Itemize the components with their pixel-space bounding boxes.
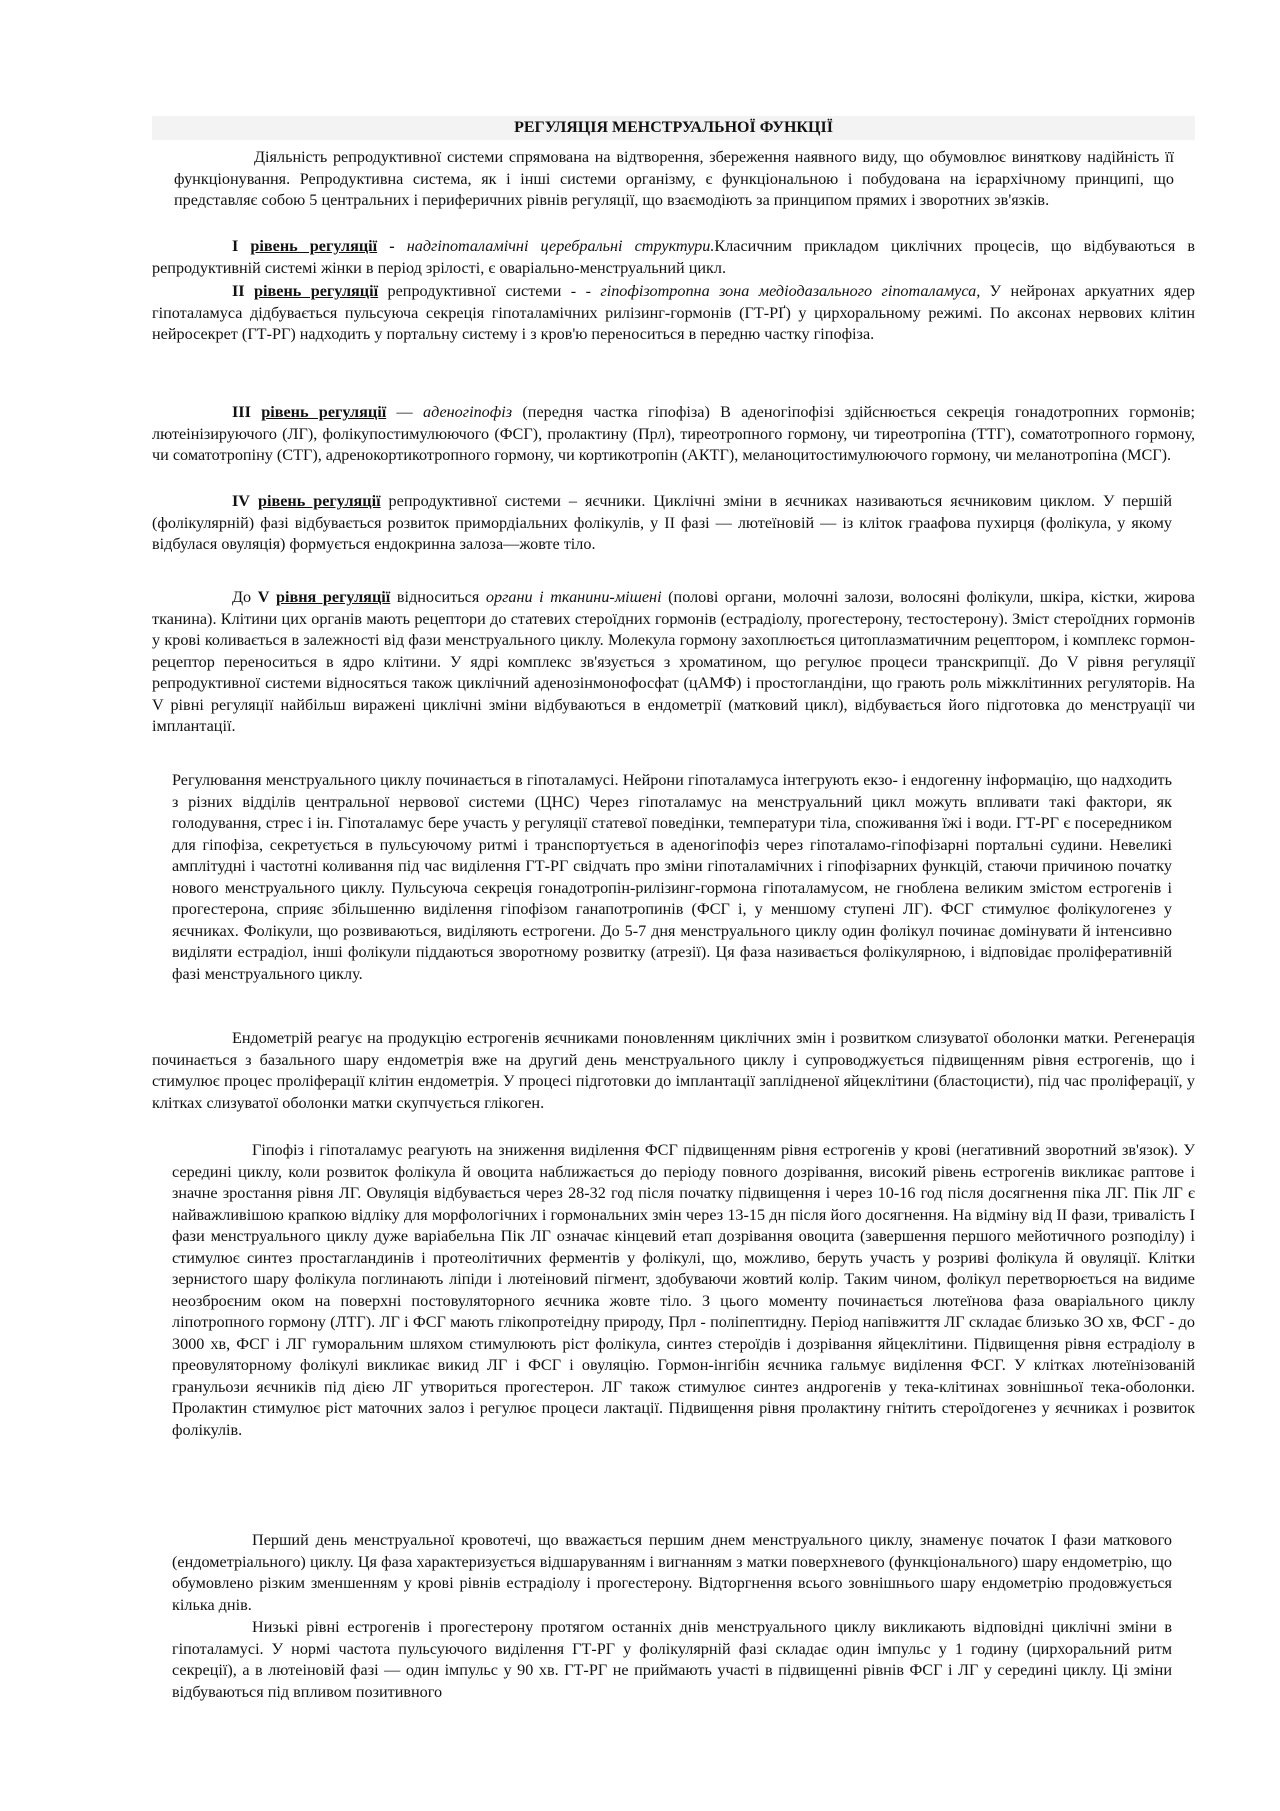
low-levels-text: Низькі рівні естрогенів і прогестерону протягом останніх днів менструального циклу викликають відповідні циклічні зміни в гіпоталамусі. У нормі частота пульсуючого виділення ГТ-РГ у фолікулярній фазі складає один імпульс у 1 годину (цирхоральний ритм секреції), а в лютеіновій фазі — один імпульс у 90 хв. ГТ-РГ не приймають участі в підвищенні рівнів ФСГ і ЛГ у середині циклу. Ці зміни відбуваються під впливом позитивного <box>172 1618 1172 1701</box>
level4-num: IV <box>232 492 250 510</box>
level1-label: рівень регуляції <box>250 237 378 255</box>
hypophysis-paragraph <box>172 1140 1195 1441</box>
level3-pre: — <box>386 403 423 421</box>
level5-pre: До <box>232 588 258 606</box>
low-levels-paragraph <box>172 1617 1172 1703</box>
level3-num: III <box>232 403 251 421</box>
level5-term: органи і тканини-мішені <box>485 588 662 606</box>
level3-text: (передня частка гіпофіза) В аденогіпофізі здійснюється секреція гонадотропних гормонів; лютеінізируючого (ЛГ), фолікупостимулюючого (ФСГ), пролактину (Прл), тиреотропного гормону, чи тиреотропіна (ТТГ), соматотропного гормону, чи соматотропіну (СТГ), адренокортикотропного гормону, чи кортикотропін (АКТГ), меланоцитостимулюючого гормону, чи меланотропіна (МСГ). <box>152 403 1195 464</box>
level2-text: У нейронах аркуатних ядер гіпоталамуса дідбувається пульсуюча секреція гіпоталамічних рилізинг-гормонів (ГТ-РҐ) у цирхоральному режимі. По аксонах нервових клітин нейросекрет (ГТ-РГ) надходить у портальну систему і з кров'ю переноситься в передню частку гіпофіза. <box>152 282 1195 343</box>
regulation-text: Регулювання менструального циклу починається в гіпоталамусі. Нейрони гіпоталамуса інтегрують екзо- і ендогенну інформацію, що надходить з різних відділів центральної нервової системи (ЦНС) Через гіпоталамус на менструальний цикл можуть впливати такі фактори, як голодування, стрес і ін. Гіпоталамус бере участь у регуляції статевої поведінки, температури тіла, споживання їжі і води. ГТ-РГ є посередником для гіпофіза, секретується в пульсуючому ритмі і транспортується в аденогіпофіз через гіпоталамо-гіпофізарні портальні судини. Невеликі амплітудні і частотні коливання під час виділення ГТ-РГ свідчать про зміни гіпоталамічних і гіпофізарних функцій, стаючи причиною початку нового менструального циклу. Пульсуюча секреція гонадотропін-рилізинг-гормона гіпоталамусом, не гноблена великим змістом естрогенів і прогестерона, сприяє збільшенню виділення гіпофізом ганапотропинів (ФСГ і, у меншому ступені ЛГ). ФСГ стимулює фолікулогенез у яєчниках. Фолікули, що розвиваються, виділяють естрогени. До 5-7 дня менструального циклу один фолікул починає домінувати й інтенсивно виділяти естрадіол, інші фолікули піддаються зворотному розвитку (атрезії). Ця фаза називається фолікулярною, і відповідає проліферативній фазі менструального циклу. <box>172 771 1172 983</box>
level1-text: Класичним прикладом циклічних процесів, що відбуваються в репродуктивній системі жінки в період зрілості, є оваріально-менструальний цикл. <box>152 237 1195 277</box>
level5-label: рівня регуляції <box>275 588 391 606</box>
level4-text: репродуктивної системи – яєчники. Циклічні зміни в яєчниках називаються яєчниковим циклом. У першій (фолікулярній) фазі відбувається розвиток примордіальних фолікулів, у II фазі — лютеїновій — із кліток граафова пухирця (фолікула, у якому відбулася овуляція) формується ендокринна залоза—жовте тіло. <box>152 492 1172 553</box>
level3-paragraph <box>152 402 1195 467</box>
intro-paragraph <box>174 147 1174 212</box>
level4-label: рівень регуляції <box>257 492 381 510</box>
level5-num: V <box>257 588 270 606</box>
level5-paragraph <box>152 587 1195 738</box>
level1-num: I <box>232 237 239 255</box>
level2-paragraph <box>152 281 1195 346</box>
endometrium-paragraph <box>152 1028 1195 1114</box>
level3-term: аденогіпофіз <box>422 403 513 421</box>
level2-num: II <box>232 282 245 300</box>
document-title: РЕГУЛЯЦІЯ МЕНСТРУАЛЬНОЇ ФУНКЦІЇ <box>514 119 833 136</box>
level4-paragraph <box>152 491 1172 556</box>
level1-paragraph <box>152 236 1195 279</box>
intro-text: Діяльність репродуктивної системи спрямована на відтворення, збереження наявного виду, що обумовлює виняткову надійність її функціонування. Репродуктивна система, як і інші системи організму, є функціональною і побудована на ієрархічному принципі, що представляє собою 5 центральних і периферичних рівнів регуляції, що взаємодіють за принципом прямих і зворотних зв'язків. <box>174 148 1174 209</box>
first-day-text: Перший день менструальної кровотечі, що вважається першим днем менструального циклу, знаменує початок I фази маткового (ендометріального) циклу. Ця фаза характеризується відшаруванням і вигнанням з матки поверхневого (функціонального) шару ендометрію, що обумовлено різким зменшенням у крові рівнів естрадіолу і прогестерону. Відторгнення всього зовнішнього шару ендометрію продовжується кілька днів. <box>172 1531 1172 1614</box>
regulation-paragraph <box>172 770 1172 985</box>
endometrium-text: Ендометрій реагує на продукцію естрогенів яєчниками поновленням циклічних змін і розвитком слизуватої оболонки матки. Регенерація починається з базального шару ендометрія вже на другий день менструального циклу і супроводжується підвищенням рівня естрогенів, що і стимулює процес проліферації клітин ендометрія. У процесі підготовки до імплантації заплідненої яйцеклітини (бластоцисти), під час проліферації, у клітках слизуватої оболонки матки скупчується глікоген. <box>152 1029 1195 1112</box>
first-day-paragraph <box>172 1530 1172 1616</box>
level2-label: рівень регуляції <box>254 282 379 300</box>
level5-text: (полові органи, молочні залози, волосяні фолікули, шкіра, кістки, жирова тканина). Клітини цих органів мають рецептори до статевих стероїдних гормонів (естрадіолу, прогестерону, тестостерону). Зміст стероїдних гормонів у крові коливається в залежності від фази менструального циклу. Молекула гормону захоплюється цитоплазматичним рецептором, і комплекс гормон-рецептор переноситься в ядро клітини. У ядрі комплекс зв'язується з хроматином, що регулює процеси транскрипції. До V рівня регуляції репродуктивної системи відносяться також циклічний аденозінмонофосфат (цАМФ) і простогландіни, що грають роль міжклітинних регуляторів. На V рівні регуляції найбільш виражені циклічні зміни відбуваються в ендометрії (матковий цикл), відбувається його підготовка до менструації чи імплантації. <box>152 588 1195 735</box>
level2-pre: репродуктивної системи - <box>378 282 586 300</box>
level3-label: рівень регуляції <box>261 403 387 421</box>
level1-dash: - <box>377 237 407 255</box>
level5-mid: відноситься <box>390 588 486 606</box>
hypophysis-text: Гіпофіз і гіпоталамус реагують на зниження виділення ФСГ підвищенням рівня естрогенів у крові (негативний зворотний зв'язок). У середині циклу, коли розвиток фолікула й овоцита наближається до періоду повного дозрівання, високий рівень естрогенів викликає раптове і значне зростання рівня ЛГ. Овуляція відбувається через 28-32 год після початку підвищення і через 10-16 год після досягнення піка ЛГ. Пік ЛГ є найважливішою крапкою відліку для морфологічних і гормональних змін через 13-15 дн після його досягнення. На відміну від II фази, тривалість I фази менструального циклу дуже варіабельна Пік ЛГ означає кінцевий етап дозрівання овоцита (завершення першого мейотичного розподілу) і стимулює синтез простагландинів і протеолітичних ферментів у фолікулі, що, можливо, беруть участь у розриві фолікула й овуляції. Клітки зернистого шару фолікула поглинають ліпіди і лютеіновий пігмент, здобуваючи жовтий колір. Таким чином, фолікул перетворюється на видиме неозброєним оком на поверхні постовуляторного яєчника жовте тіло. З цього моменту починається лютеїнова фаза оваріального циклу ліпотропного гормону (ЛТГ). ЛГ і ФСГ мають глікопротеідну природу, Прл - поліпептидну. Період напівжиття ЛГ складає близько ЗО хв, ФСГ - до 3000 хв, ФСГ і ЛГ гуморальним шляхом стимулюють ріст фолікула, синтез стероїдів і дозрівання яйцеклітини. Підвищення рівня естрадіолу в преовуляторному фолікулі викликає викид ЛГ і ФСГ і овуляцію. Гормон-інгібін яєчника гальмує виділення ФСГ. У клітках лютеїнізованій гранульози яєчників під дією ЛГ утвориться прогестерон. ЛГ також стимулює синтез андрогенів у тека-клітинах зовнішньої тека-оболонки. Пролактин стимулює ріст маточних залоз і регулює процеси лактації. Підвищення рівня пролактину гнітить стероїдогенез у яєчниках і розвиток фолікулів. <box>172 1141 1195 1439</box>
level2-term: - гіпофізотропна зона медіодазального гіпоталамуса, <box>585 282 981 300</box>
level1-term: надгіпоталамічні церебральні структури. <box>406 237 715 255</box>
